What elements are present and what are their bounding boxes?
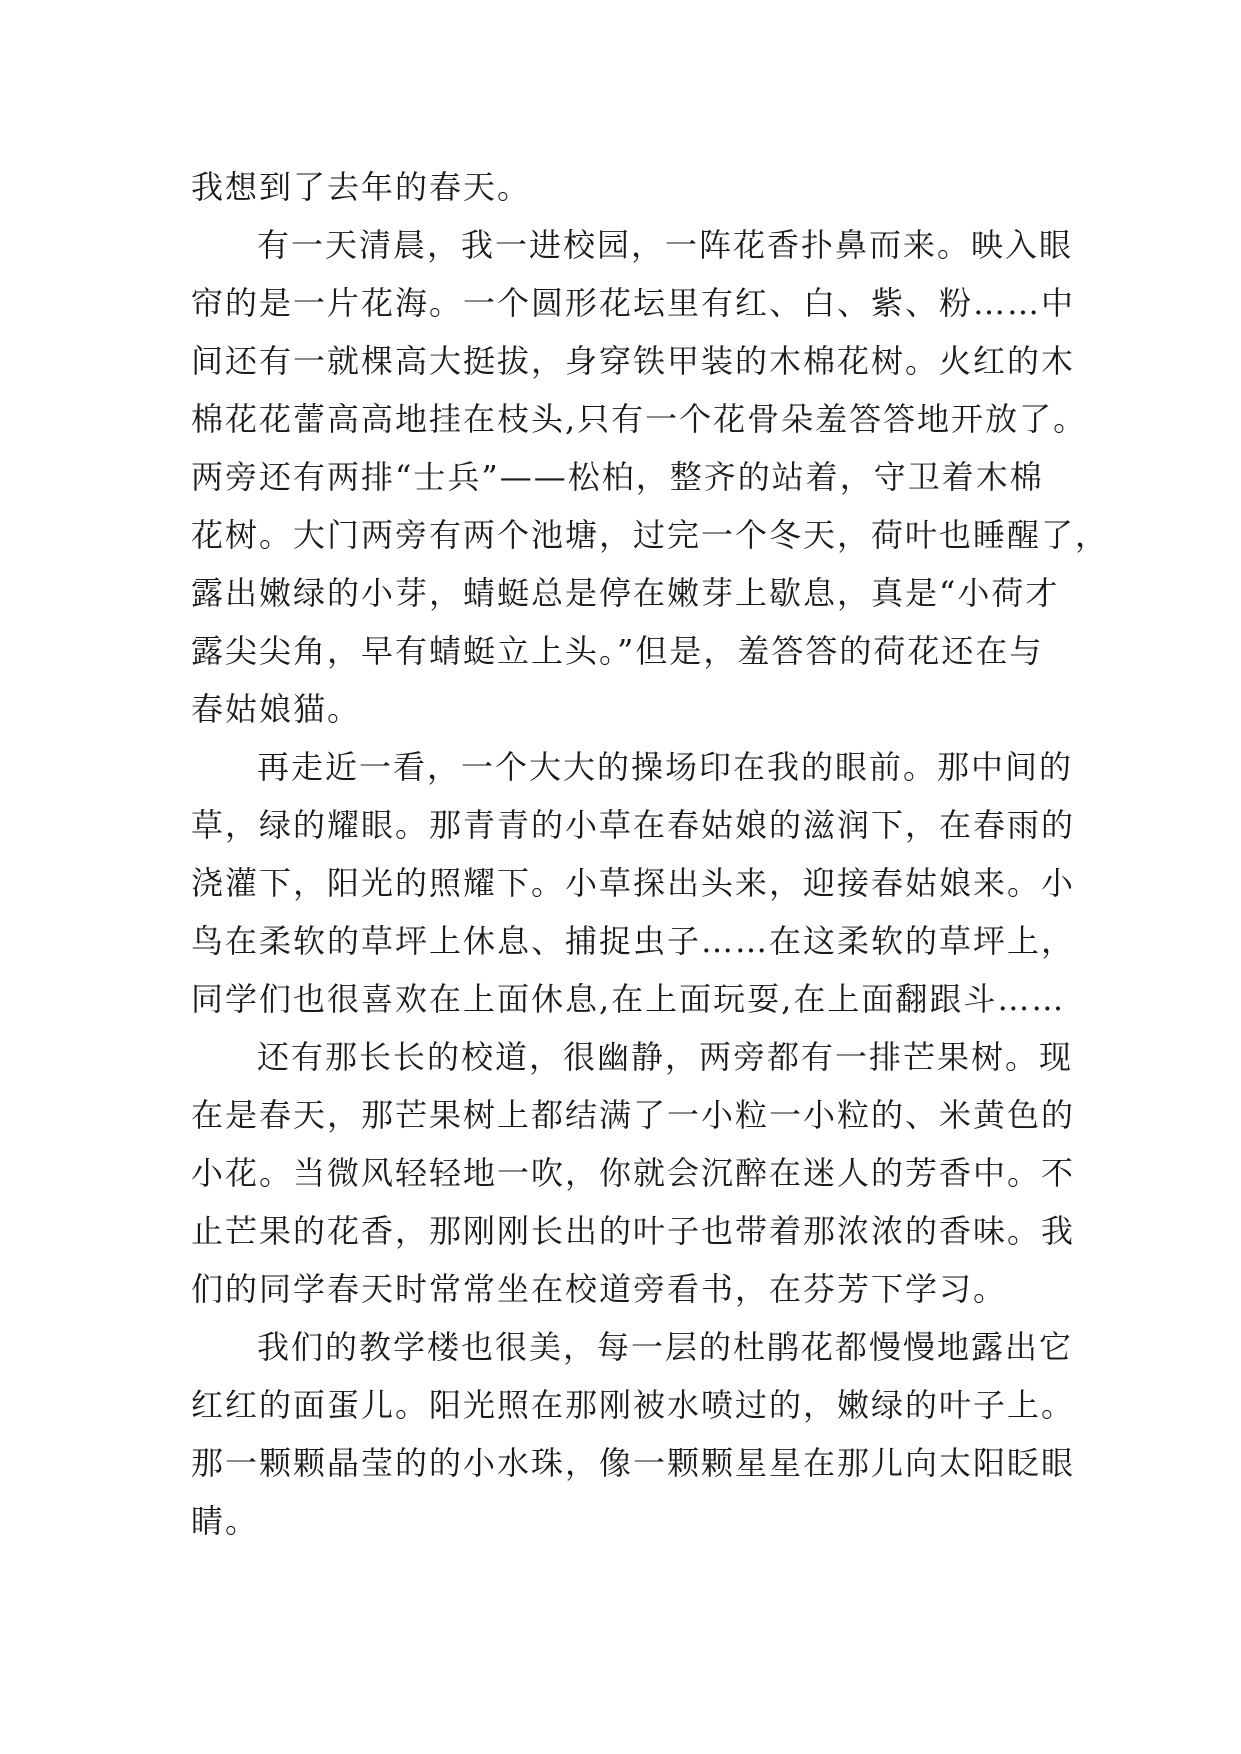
paragraph-first-line: 有一天清晨，我一进校园，一阵花香扑鼻而来。映入眼 xyxy=(257,226,1074,264)
text-line: 我想到了去年的春天。 xyxy=(191,168,532,206)
text-line: 止芒果的花香，那刚刚长出的叶子也带着那浓浓的香味。我 xyxy=(191,1212,1076,1250)
text-line: 间还有一就棵高大挺拔，身穿铁甲装的木棉花树。火红的木 xyxy=(191,342,1076,380)
text-line: 浇灌下，阳光的照耀下。小草探出头来，迎接春姑娘来。小 xyxy=(191,864,1076,902)
text-line: 红红的面蛋儿。阳光照在那刚被水喷过的，嫩绿的叶子上。 xyxy=(191,1386,1076,1424)
text-line: 花树。大门两旁有两个池塘，过完一个冬天，荷叶也睡醒了， xyxy=(191,516,1110,554)
paragraph-first-line: 再走近一看，一个大大的操场印在我的眼前。那中间的 xyxy=(257,748,1074,786)
essay-body xyxy=(191,158,1110,1550)
text-line: 两旁还有两排“士兵”——松柏，整齐的站着，守卫着木棉 xyxy=(191,458,1044,496)
text-line: 在是春天，那芒果树上都结满了一小粒一小粒的、米黄色的 xyxy=(191,1096,1076,1134)
text-line: 那一颗颗晶莹的的小水珠，像一颗颗星星在那儿向太阳眨眼 xyxy=(191,1444,1076,1482)
paragraph-first-line: 还有那长长的校道，很幽静，两旁都有一排芒果树。现 xyxy=(257,1038,1074,1076)
text-line: 露出嫩绿的小芽，蜻蜓总是停在嫩芽上歇息，真是“小荷才 xyxy=(191,574,1060,612)
text-line: 睛。 xyxy=(191,1502,260,1540)
paragraph-first-line: 我们的教学楼也很美，每一层的杜鹃花都慢慢地露出它 xyxy=(257,1328,1074,1366)
text-line: 同学们也很喜欢在上面休息,在上面玩耍,在上面翻跟斗…… xyxy=(191,980,1066,1018)
text-line: 棉花花蕾高高地挂在枝头,只有一个花骨朵羞答答地开放了。 xyxy=(191,400,1088,438)
text-line: 草，绿的耀眼。那青青的小草在春姑娘的滋润下，在春雨的 xyxy=(191,806,1076,844)
text-line: 露尖尖角，早有蜻蜓立上头。”但是，羞答答的荷花还在与 xyxy=(191,632,1044,670)
text-line: 春姑娘猫。 xyxy=(191,690,362,728)
text-line: 鸟在柔软的草坪上休息、捕捉虫子……在这柔软的草坪上， xyxy=(191,922,1076,960)
text-line: 小花。当微风轻轻地一吹，你就会沉醉在迷人的芳香中。不 xyxy=(191,1154,1076,1192)
text-line: 帘的是一片花海。一个圆形花坛里有红、白、紫、粉……中 xyxy=(191,284,1076,322)
text-line: 们的同学春天时常常坐在校道旁看书，在芬芳下学习。 xyxy=(191,1270,1008,1308)
